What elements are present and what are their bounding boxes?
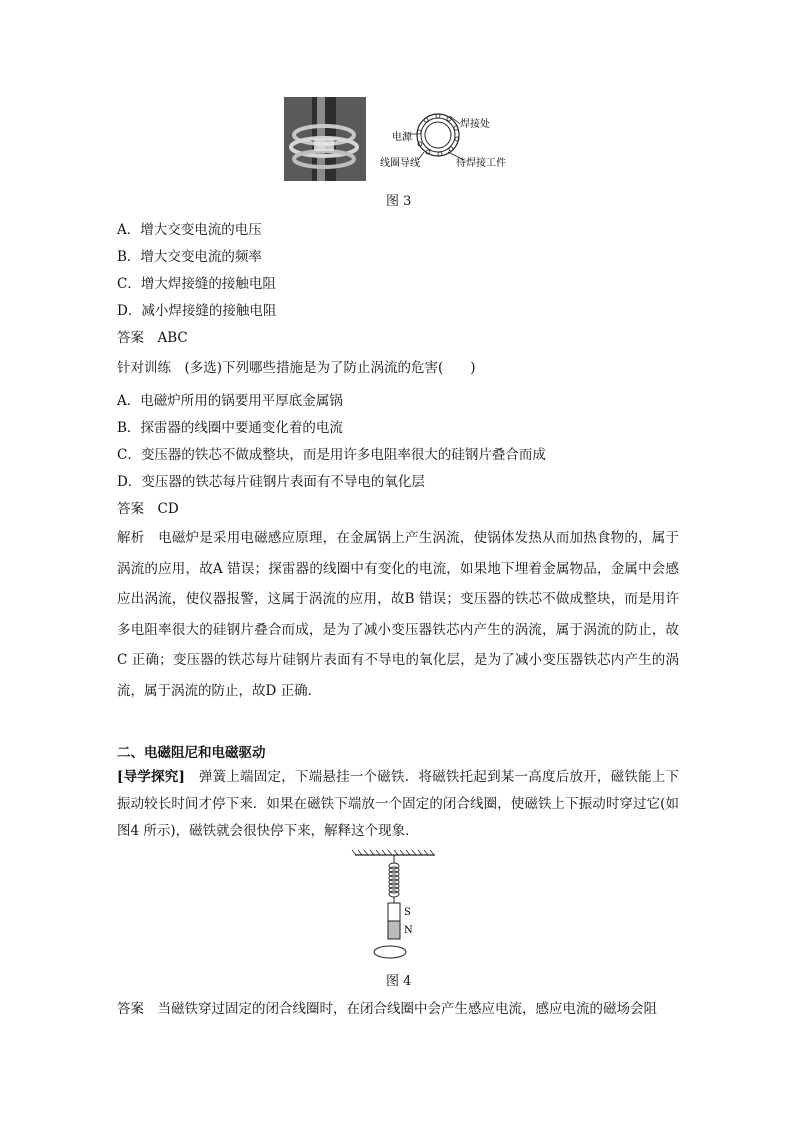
answer1: 答案 ABC xyxy=(117,330,188,346)
option1-b: B．增大交变电流的频率 xyxy=(117,249,262,265)
label-weld: 焊接处 xyxy=(460,119,490,130)
answer2: 答案 CD xyxy=(117,501,179,517)
label-workpiece: 待焊接工件 xyxy=(456,158,506,169)
option2-b: B．探雷器的线圈中要通变化着的电流 xyxy=(117,420,343,436)
analysis-paragraph: 解析 电磁炉是采用电磁感应原理，在金属锅上产生涡流，使锅体发热从而加热食物的，属于涡流的应用，故A 错误；探雷器的线圈中有变化的电流，如果地下埋着金属物品，金属中会感应出涡流，使仪器报警，这属于涡流的应用，故B 错误；变压器的铁芯不做成整块，而是用许多电阻率很大的硅钢片叠合而成，是为了减小变压器铁芯内产生的涡流，属于涡流的防止，故C 正确；变压器的铁芯每片硅钢片表面有不导电的氧化层，是为了减小变压器铁芯内产生的涡流，属于涡流的防止，故D 正确． xyxy=(117,530,679,699)
option2-a: A．电磁炉所用的锅要用平厚底金属锅 xyxy=(117,393,343,409)
option1-a: A．增大交变电流的电压 xyxy=(117,222,262,238)
spring-magnet-diagram xyxy=(350,849,440,963)
welding-diagram xyxy=(380,104,520,174)
option2-d: D．变压器的铁芯每片硅钢片表面有不导电的氧化层 xyxy=(117,474,425,490)
option1-d: D．减小焊接缝的接触电阻 xyxy=(117,303,277,319)
figure4-caption: 图 4 xyxy=(386,974,412,989)
label-coil: 线圈导线 xyxy=(380,158,420,169)
label-n: N xyxy=(404,925,413,936)
option1-c: C．增大焊接缝的接触电阻 xyxy=(117,276,276,292)
induction-welding-photo xyxy=(284,97,366,181)
option2-c: C．变压器的铁芯不做成整块，而是用许多电阻率很大的硅钢片叠合而成 xyxy=(117,447,546,463)
question2: 针对训练 (多选)下列哪些措施是为了防止涡流的危害( ) xyxy=(117,360,476,376)
label-power: 电源 xyxy=(392,132,412,143)
label-s: S xyxy=(404,907,411,918)
explore-tag: [导学探究] xyxy=(117,769,185,785)
explore-paragraph xyxy=(117,764,679,845)
figure3-caption: 图 3 xyxy=(386,194,412,209)
explore-text: 弹簧上端固定，下端悬挂一个磁铁．将磁铁托起到某一高度后放开，磁铁能上下振动较长时间才停下来．如果在磁铁下端放一个固定的闭合线圈，使磁铁上下振动时穿过它(如图4 所示)，磁铁就会很快停下来，解释这个现象． xyxy=(117,769,679,839)
section-title: 二、电磁阻尼和电磁驱动 xyxy=(117,745,266,761)
answer3: 答案 当磁铁穿过固定的闭合线圈时，在闭合线圈中会产生感应电流，感应电流的磁场会阻 xyxy=(117,1001,657,1017)
